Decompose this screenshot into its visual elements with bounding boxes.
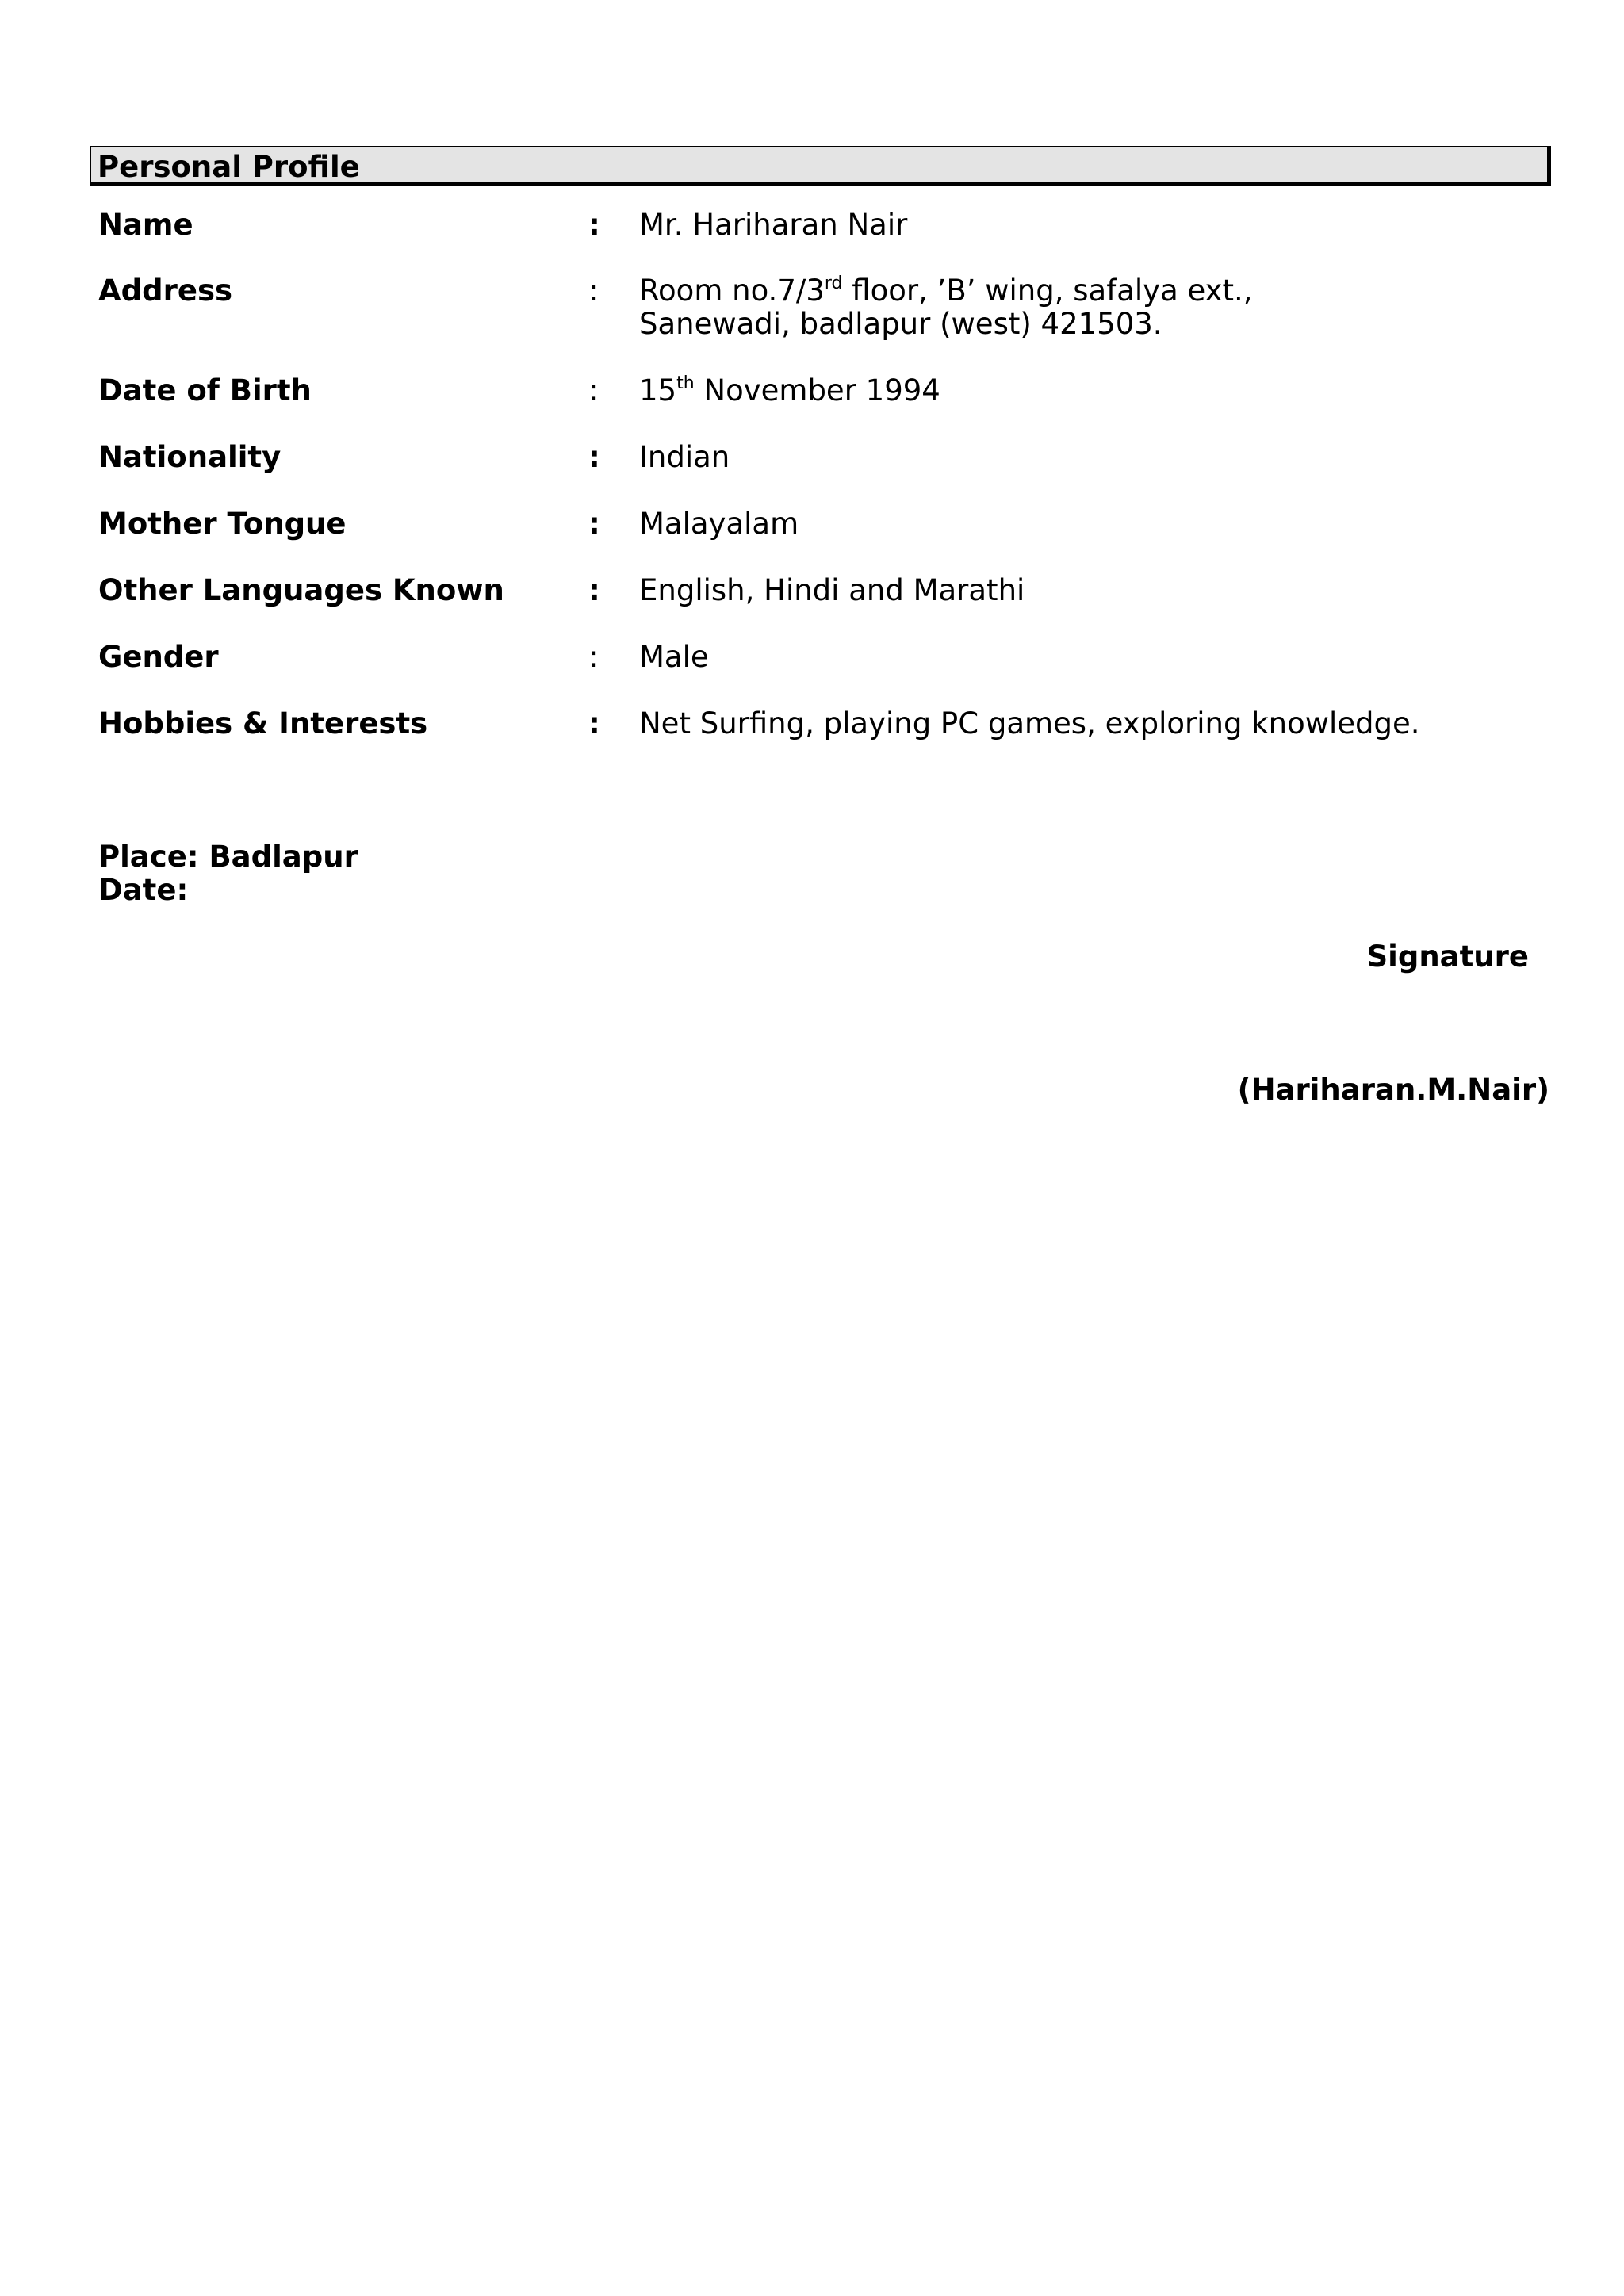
address-line-1-prefix: Room no.7/3 — [639, 274, 825, 308]
signature-name: (Hariharan.M.Nair) — [1237, 1073, 1549, 1107]
dob-colon: : — [588, 373, 599, 408]
name-colon: : — [588, 208, 600, 242]
mother-tongue-colon: : — [588, 507, 600, 541]
dob-value — [639, 374, 940, 408]
address-line-2: Sanewadi, badlapur (west) 421503. — [639, 307, 1162, 341]
name-value: Mr. Hariharan Nair — [639, 208, 908, 242]
personal-profile-header — [90, 146, 1551, 186]
gender-value: Male — [639, 640, 709, 674]
gender-label: Gender — [98, 640, 219, 674]
address-line-1 — [639, 274, 1253, 308]
nationality-value: Indian — [639, 440, 730, 474]
place-line: Place: Badlapur — [98, 840, 358, 874]
mother-tongue-label: Mother Tongue — [98, 507, 347, 541]
date-line: Date: — [98, 873, 189, 907]
dob-day: 15 — [639, 373, 677, 408]
gender-colon: : — [588, 640, 599, 674]
hobbies-colon: : — [588, 706, 600, 740]
address-label: Address — [98, 274, 232, 308]
dob-rest: November 1994 — [694, 373, 940, 408]
address-line-1-sup: rd — [824, 274, 843, 293]
address-colon: : — [588, 274, 599, 308]
signature-label: Signature — [1366, 939, 1529, 974]
address-line-1-suffix: floor, ’B’ wing, safalya ext., — [842, 274, 1253, 308]
nationality-colon: : — [588, 440, 600, 474]
name-label: Name — [98, 208, 193, 242]
other-languages-value: English, Hindi and Marathi — [639, 573, 1025, 607]
other-languages-label: Other Languages Known — [98, 573, 504, 607]
section-title: Personal Profile — [98, 150, 360, 184]
mother-tongue-value: Malayalam — [639, 507, 799, 541]
hobbies-label: Hobbies & Interests — [98, 706, 428, 740]
nationality-label: Nationality — [98, 440, 282, 474]
dob-label: Date of Birth — [98, 373, 312, 408]
other-languages-colon: : — [588, 573, 600, 607]
hobbies-value: Net Surfing, playing PC games, exploring knowledge. — [639, 706, 1420, 740]
dob-day-sup: th — [676, 373, 695, 393]
